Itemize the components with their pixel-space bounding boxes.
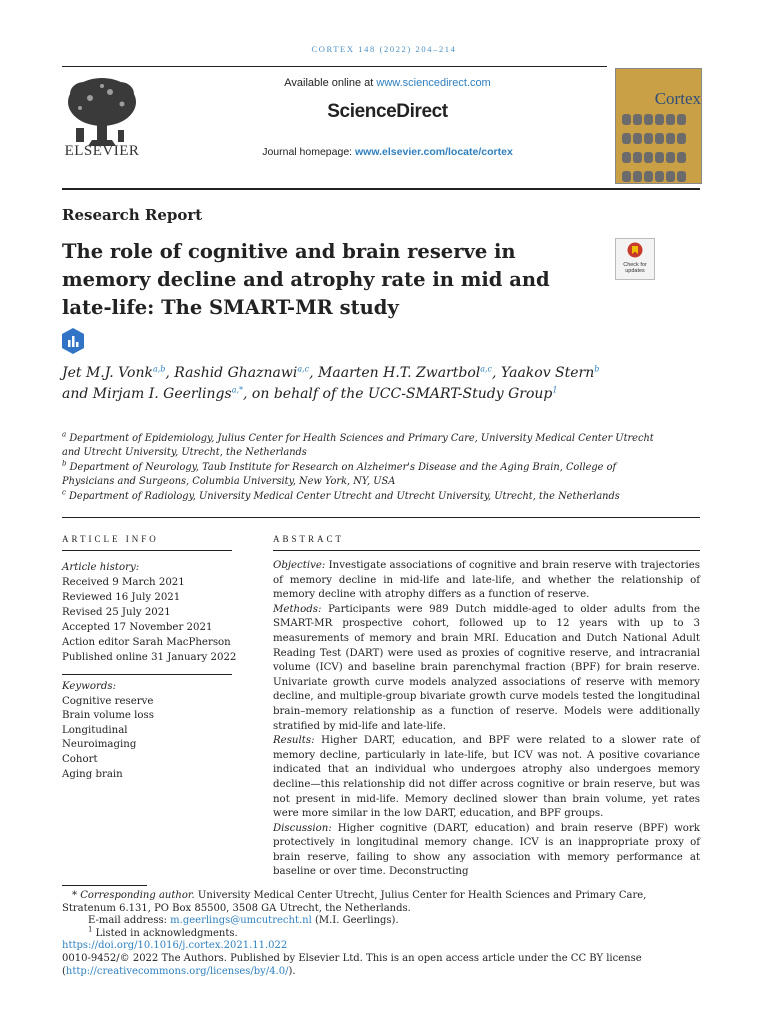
available-label: Available online at <box>284 77 377 89</box>
history-label: Article history: <box>62 562 140 573</box>
cover-brain-thumb <box>677 152 686 163</box>
masthead-rule <box>62 188 700 190</box>
article-type: Research Report <box>62 206 203 224</box>
abstract-section-text: Investigate associations of cognitive and brain reserve with trajectories of memory decline in mid-life and late-life, and whether the relationship of memory decline with atrophy differs as a function of reserve. <box>273 560 700 601</box>
keyword-item[interactable]: Cognitive reserve <box>62 695 154 707</box>
keyword-item[interactable]: Longitudinal <box>62 724 128 736</box>
article-info-heading: ARTICLE INFO <box>62 534 159 544</box>
abstract-section <box>273 603 700 734</box>
author-name[interactable]: on behalf of the UCC-SMART-Study Group <box>251 386 553 402</box>
author-affiliation-mark: a,c <box>297 364 310 374</box>
abstract-section <box>273 822 700 880</box>
author-name[interactable]: Jet M.J. Vonk <box>62 365 153 381</box>
email-link[interactable]: m.geerlings@umcutrecht.nl <box>170 915 312 927</box>
cover-brain-thumb <box>633 133 642 144</box>
corresponding-author-note: * Corresponding author. University Medical Center Utrecht, Julius Center for Health Sciences and Primary Care, Stratenum 6.131, PO Box 85500, 3508 GA Utrecht, the Netherlands. <box>62 890 647 914</box>
article-history <box>62 560 237 665</box>
cover-brain-thumb <box>666 114 675 125</box>
author-name[interactable]: Mirjam I. Geerlings <box>92 386 232 402</box>
open-access-bar-chart-icon[interactable] <box>62 328 84 354</box>
homepage-label: Journal homepage: <box>262 146 356 158</box>
keywords-label: Keywords: <box>62 681 117 692</box>
history-item: Reviewed 16 July 2021 <box>62 592 181 603</box>
abstract-section-label: Discussion: <box>273 822 332 834</box>
elsevier-wordmark: ELSEVIER <box>64 143 140 159</box>
cover-brain-thumb <box>666 152 675 163</box>
cover-brain-thumb <box>644 114 653 125</box>
cover-brain-thumb <box>644 152 653 163</box>
copyright-note: 0010-9452/© 2022 The Authors. Published by Elsevier Ltd. This is an open access article under the CC BY license (http://creativecommons.org/licenses/by/4.0/). <box>62 952 642 977</box>
author-affiliation-mark: a,b <box>152 364 166 374</box>
email-note: E-mail address: m.geerlings@umcutrecht.nl (M.I. Geerlings). <box>88 915 399 927</box>
cover-brain-thumb <box>644 171 653 182</box>
history-item: Accepted 17 November 2021 <box>62 622 213 633</box>
affiliation-item <box>62 461 662 490</box>
check-for-updates-button[interactable] <box>615 238 655 280</box>
license-link[interactable]: http://creativecommons.org/licenses/by/4.0/ <box>65 965 289 977</box>
cover-brain-thumb <box>633 171 642 182</box>
keyword-items <box>62 695 237 783</box>
keyword-item[interactable]: Neuroimaging <box>62 739 137 751</box>
history-item: Published online 31 January 2022 <box>62 652 237 663</box>
cover-brain-thumb <box>622 114 631 125</box>
affiliation-mark: a <box>62 430 67 439</box>
abstract-heading: ABSTRACT <box>273 534 345 544</box>
abstract-section-label: Methods: <box>273 603 322 615</box>
available-online-line <box>190 77 585 89</box>
affiliation-item <box>62 432 662 461</box>
affiliation-text: Department of Radiology, University Medical Center Utrecht and Utrecht University, Utrecht, the Netherlands <box>69 490 620 502</box>
author-name[interactable]: Maarten H.T. Zwartbol <box>318 365 481 381</box>
cover-brain-thumb <box>655 171 664 182</box>
cover-brain-thumb <box>655 114 664 125</box>
running-head: CORTEX 148 (2022) 204–214 <box>311 44 457 54</box>
cover-brain-thumb <box>622 133 631 144</box>
check-for-updates-label: Check for updates <box>623 262 647 274</box>
sciencedirect-link[interactable]: www.sciencedirect.com <box>376 77 491 89</box>
abstract-section-text: Higher DART, education, and BPF were related to a slower rate of memory decline, particularly in late-life, but ICV was not. A positive covariance indicated that an individual who undergoes atrophy also undergoes memory decline—this relationship did not differ across cognitive or brain reserve, but was not present in mid-life. Memory declined slower than brain volume, yet rates were more similar in the low DART, education, and BPF groups. <box>273 735 700 820</box>
author-affiliation-mark: 1 <box>552 385 558 395</box>
journal-homepage-line <box>190 146 585 158</box>
keyword-item[interactable]: Cohort <box>62 753 98 765</box>
history-item: Received 9 March 2021 <box>62 577 185 588</box>
journal-cover-image[interactable] <box>615 68 702 184</box>
cover-brain-thumb <box>633 152 642 163</box>
abstract-body <box>273 559 700 880</box>
journal-homepage-link[interactable]: www.elsevier.com/locate/cortex <box>355 146 513 158</box>
abstract-section-text: Participants were 989 Dutch middle-aged to older adults from the SMART-MR prospective cohort, followed up to 12 years with up to 3 measurements of memory and brain MRI. Education and Dutch National Adult Reading Test (DART) were used as proxies of cognitive reserve, and intracranial volume (ICV) and baseline brain parenchymal fraction (BPF) for brain reserve. Univariate growth curve models analyzed associations of reserve with memory decline, and multiple-group bivariate growth curve models tested the longitudinal brain–memory relationship as a function of reserve. Models were additionally stratified by mid-life and late-life. <box>273 603 700 732</box>
abstract-section <box>273 734 700 822</box>
affiliation-text: Department of Epidemiology, Julius Center for Health Sciences and Primary Care, University Medical Center Utrecht and Utrecht University, Utrecht, the Netherlands <box>62 433 654 459</box>
cover-brain-thumb <box>677 114 686 125</box>
cover-brain-thumb <box>655 133 664 144</box>
article-title: The role of cognitive and brain reserve in memory decline and atrophy rate in mid and late-life: The SMART-MR study <box>62 240 550 319</box>
front-matter-rule <box>62 517 700 518</box>
affiliation-item <box>62 490 662 504</box>
author-affiliation-mark: a,* <box>231 385 244 395</box>
footnote-rule <box>62 885 147 886</box>
cover-brain-thumb <box>677 171 686 182</box>
author-list: Jet M.J. Vonk$^{a,b}$, Rashid Ghaznawi$^{a,c}$, Maarten H.T. Zwartbol$^{a,c}$, Yaakov Stern$^b$ and Mirjam I. Geerlings$^{a,*}$, on behalf of the UCC-SMART-Study Group$^1$ <box>62 364 600 402</box>
cover-brain-thumb <box>666 171 675 182</box>
abstract-rule <box>273 550 700 551</box>
author-affiliation-mark: a,c <box>480 364 493 374</box>
journal-cover-title: Cortex <box>654 89 701 108</box>
abstract-section-text: Higher cognitive (DART, education) and brain reserve (BPF) work protectively in longitudinal memory change. ICV is an inappropriate proxy of brain reserve, failing to show any association with memory performance at baseline or over time. Deconstructing <box>273 822 700 878</box>
abstract-section-label: Objective: <box>273 560 326 571</box>
affiliations <box>62 432 662 504</box>
history-item: Action editor Sarah MacPherson <box>62 637 231 648</box>
journal-cover-brain-grid <box>621 111 697 184</box>
keywords <box>62 680 237 782</box>
bookmark-ribbon-icon <box>627 242 643 258</box>
cover-brain-thumb <box>644 133 653 144</box>
author-affiliation-mark: b <box>594 364 600 374</box>
history-item: Revised 25 July 2021 <box>62 607 171 618</box>
cover-brain-thumb <box>622 152 631 163</box>
article-info-rule <box>62 550 232 551</box>
author-name[interactable]: Yaakov Stern <box>500 365 595 381</box>
abstract-section <box>273 559 700 603</box>
sciencedirect-brand[interactable]: ScienceDirect <box>327 101 448 122</box>
affiliation-text: Department of Neurology, Taub Institute for Research on Alzheimer's Disease and the Aging Brain, College of Physicians and Surgeons, Columbia University, New York, NY, USA <box>62 461 617 488</box>
affiliation-mark: c <box>62 488 66 497</box>
keyword-item[interactable]: Aging brain <box>62 768 123 780</box>
top-rule <box>62 66 607 67</box>
cover-brain-thumb <box>666 133 675 144</box>
cover-brain-thumb <box>622 171 631 182</box>
affiliation-mark: b <box>62 459 67 468</box>
footnotes <box>62 890 702 978</box>
acknowledgment-note: $^1$ Listed in acknowledgments. <box>88 925 238 939</box>
doi-link[interactable]: https://doi.org/10.1016/j.cortex.2021.11.022 <box>62 940 288 952</box>
cover-brain-thumb <box>633 114 642 125</box>
author-name[interactable]: Rashid Ghaznawi <box>174 365 298 381</box>
cover-brain-thumb <box>677 133 686 144</box>
keywords-rule <box>62 674 232 675</box>
cover-brain-thumb <box>655 152 664 163</box>
keyword-item[interactable]: Brain volume loss <box>62 710 154 722</box>
abstract-section-label: Results: <box>273 735 315 747</box>
history-items <box>62 575 237 665</box>
